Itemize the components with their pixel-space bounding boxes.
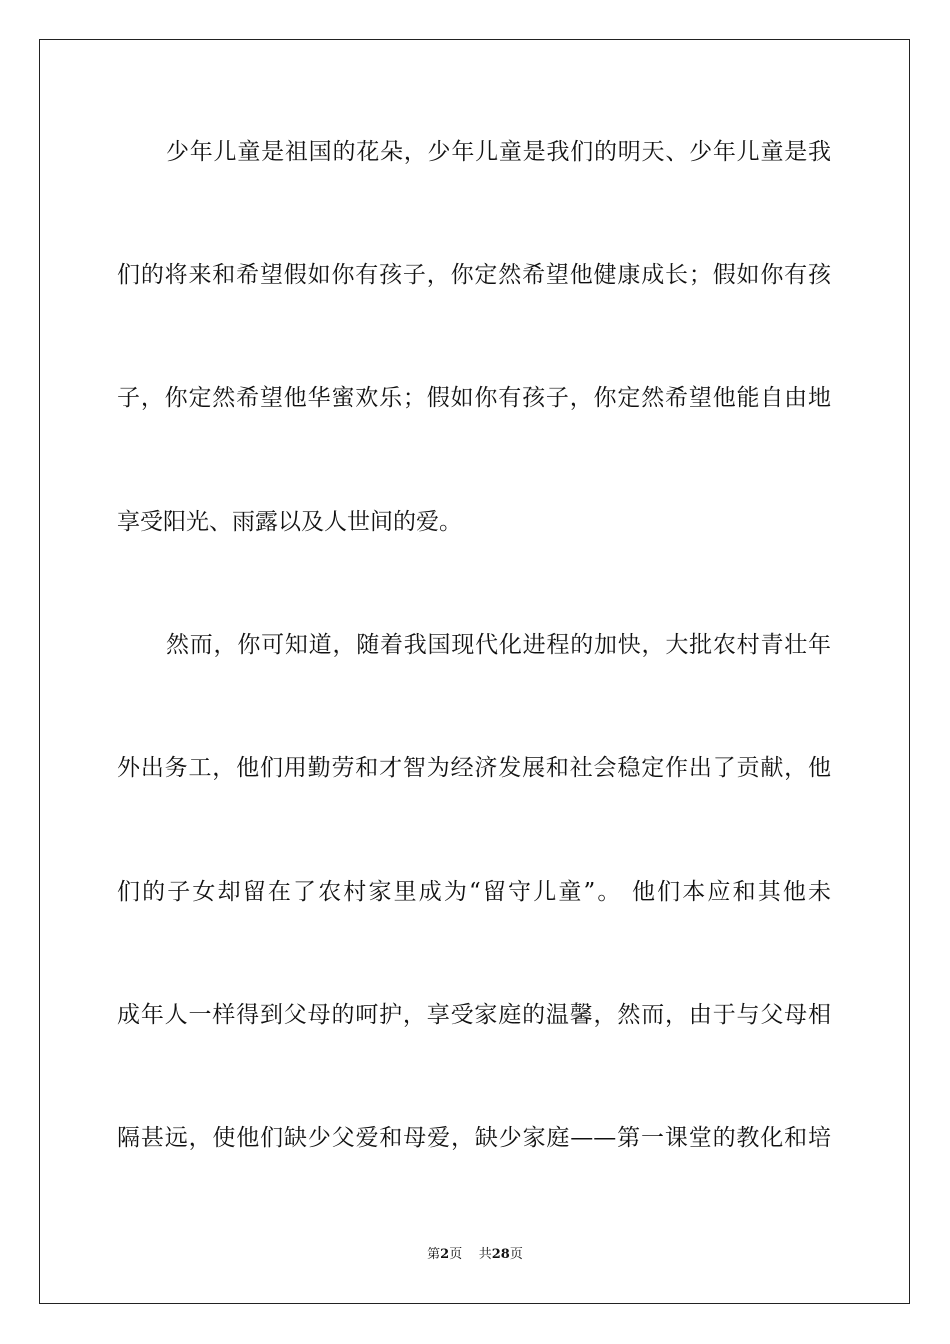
- page-border: [39, 39, 910, 1304]
- page-prefix: 第: [427, 1247, 441, 1262]
- paragraph-2-line-5: 隔甚远，使他们缺少父爱和母爱，缺少家庭——第一课堂的教化和培: [117, 1125, 831, 1151]
- paragraph-1-line-1: 少年儿童是祖国的花朵，少年儿童是我们的明天、少年儿童是我: [166, 139, 831, 165]
- paragraph-2-line-1: 然而，你可知道，随着我国现代化进程的加快，大批农村青壮年: [166, 632, 831, 658]
- paragraph-1-line-3: 子，你定然希望他华蜜欢乐；假如你有孩子，你定然希望他能自由地: [117, 385, 831, 411]
- page-footer: [0, 1246, 950, 1264]
- paragraph-1-line-2: 们的将来和希望假如你有孩子，你定然希望他健康成长；假如你有孩: [117, 262, 831, 288]
- total-prefix: 共: [478, 1247, 492, 1262]
- paragraph-2-line-3: 们的子女却留在了农村家里成为“留守儿童”。 他们本应和其他未: [117, 879, 831, 905]
- page-suffix: 页: [449, 1247, 463, 1262]
- paragraph-2-line-2: 外出务工，他们用勤劳和才智为经济发展和社会稳定作出了贡献，他: [117, 755, 831, 781]
- page-number: 2: [440, 1247, 450, 1262]
- paragraph-1-line-4: 享受阳光、雨露以及人世间的爱。: [117, 509, 462, 535]
- total-pages: 28: [491, 1247, 510, 1262]
- total-suffix: 页: [509, 1247, 523, 1262]
- paragraph-2-line-4: 成年人一样得到父母的呵护，享受家庭的温馨，然而，由于与父母相: [117, 1002, 831, 1028]
